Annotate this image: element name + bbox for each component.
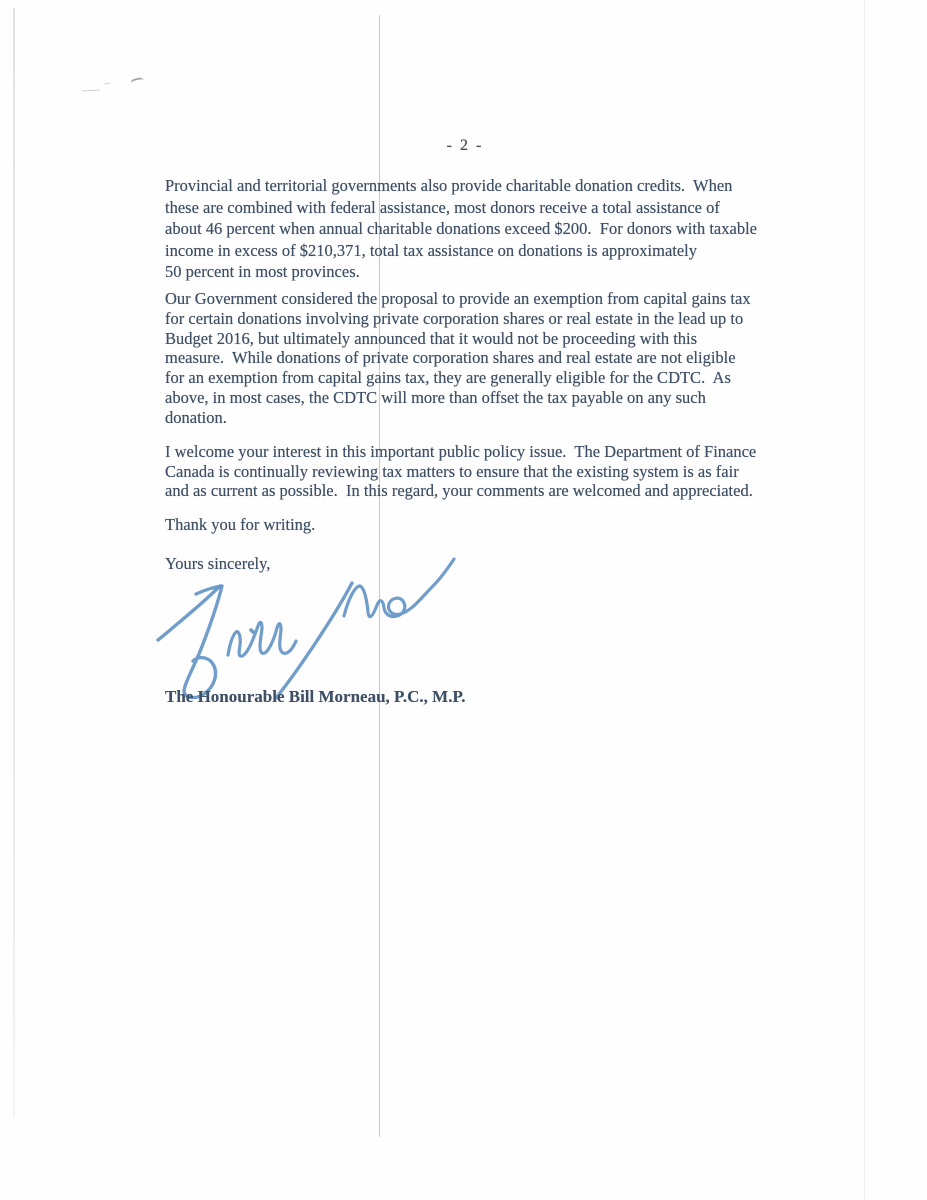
text-line: measure. While donations of private corporation shares and real estate are not eligible bbox=[165, 348, 736, 368]
text-line: and as current as possible. In this regard, your comments are welcomed and appreciated. bbox=[165, 481, 753, 500]
paragraph-capital-gains-exemption bbox=[165, 289, 825, 428]
signature-stroke bbox=[276, 583, 352, 698]
paragraph-welcome-interest bbox=[165, 442, 825, 501]
page-number: - 2 - bbox=[446, 137, 484, 154]
valediction-line: Yours sincerely, bbox=[165, 554, 271, 573]
text-line: Provincial and territorial governments also provide charitable donation credits. When bbox=[165, 176, 733, 195]
text-line: above, in most cases, the CDTC will more than offset the tax payable on any such bbox=[165, 387, 706, 407]
text-line: 50 percent in most provinces. bbox=[165, 262, 360, 282]
text-line: Our Government considered the proposal to provide an exemption from capital gains tax bbox=[165, 289, 751, 308]
pencil-mark bbox=[82, 90, 100, 93]
text-line: for certain donations involving private corporation shares or real estate in the lead up to bbox=[165, 308, 744, 328]
text-line: Budget 2016, but ultimately announced that it would not be proceeding with this bbox=[165, 328, 698, 348]
thank-you-line: Thank you for writing. bbox=[165, 515, 316, 534]
scan-edge-line bbox=[13, 8, 15, 1116]
text-line: income in excess of $210,371, total tax assistance on donations is approximately bbox=[165, 240, 698, 260]
text-line: for an exemption from capital gains tax, they are generally eligible for the CDTC. As bbox=[165, 368, 731, 388]
text-line: donation. bbox=[165, 407, 227, 427]
pencil-mark bbox=[104, 83, 111, 87]
paragraph-provincial-credits bbox=[165, 175, 825, 283]
signoff-name: The Honourable Bill Morneau, P.C., M.P. bbox=[165, 687, 466, 706]
text-line: I welcome your interest in this important public policy issue. The Department of Finance bbox=[165, 442, 757, 461]
text-line: about 46 percent when annual charitable donations exceed $200. For donors with taxable bbox=[165, 219, 757, 239]
signature-stroke bbox=[344, 559, 454, 617]
signature-stroke bbox=[228, 622, 296, 656]
signature-i-dot bbox=[251, 630, 253, 632]
signature-stroke bbox=[158, 586, 220, 640]
text-line: these are combined with federal assistance, most donors receive a total assistance of bbox=[165, 197, 720, 217]
signature-ink bbox=[150, 552, 470, 705]
scan-artifact-line bbox=[864, 0, 865, 1200]
text-line: Canada is continually reviewing tax matters to ensure that the existing system is as fair bbox=[165, 461, 739, 481]
pencil-mark bbox=[130, 77, 145, 89]
